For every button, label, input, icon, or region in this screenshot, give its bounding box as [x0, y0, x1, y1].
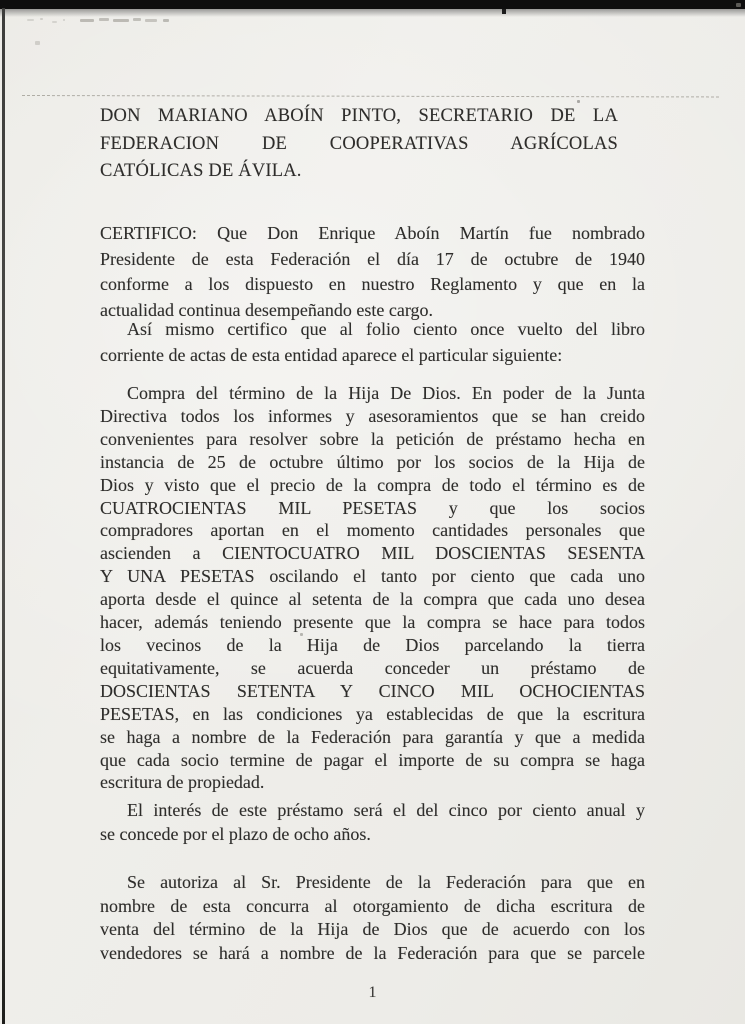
pencil-mark [80, 19, 94, 22]
text-line: conforme a los dispuesto en nuestro Reglamento y que en la [100, 274, 645, 295]
text-line: venta del término de la Hija de Dios que de acuerdo con los [100, 919, 645, 939]
pencil-mark [52, 21, 57, 23]
text-line: DOSCIENTAS SETENTA Y CINCO MIL OCHOCIENTAS [100, 680, 645, 701]
pencil-mark [27, 19, 34, 21]
text-line: que cada socio termine de pagar el importe de su compra se haga [100, 749, 645, 770]
text-line: Directiva todos los informes y asesoramientos que se han creido [100, 405, 645, 426]
pencil-mark [63, 19, 65, 21]
text-line: Presidente de esta Federación el día 17 de octubre de 1940 [100, 248, 645, 269]
scanner-edge-left [2, 8, 5, 1024]
text-line: actualidad continua desempeñando este cargo. [100, 299, 434, 320]
text-line: Dios y visto que el precio de la compra de todo el término es de [100, 474, 645, 495]
text-line: CATÓLICAS DE ÁVILA. [100, 161, 302, 181]
text-line: nombre de esta concurra al otorgamiento de dicha escritura de [100, 895, 645, 916]
text-line: se haga a nombre de la Federación para garantía y que a medida [100, 726, 645, 747]
text-line: El interés de este préstamo será el del cinco por ciento anual y [127, 800, 645, 820]
text-line: Así mismo certifico que al folio ciento once vuelto del libro [127, 319, 645, 339]
text-line: los vecinos de la Hija de Dios parcelando la tierra [100, 634, 645, 655]
certificate-heading [100, 103, 618, 186]
text-line: hacer, además teniendo presente que la compra se hace para todos [100, 612, 645, 633]
text-line: PESETAS, en las condiciones ya establecidas de que la escritura [100, 703, 645, 724]
authorization-paragraph [100, 871, 645, 965]
pencil-mark [40, 18, 43, 20]
text-line: vendedores se hará a nombre de la Federación para que se parcele [100, 942, 645, 963]
page-number: 1 [368, 984, 377, 1001]
folio-paragraph [100, 317, 645, 368]
text-line: escritura de propiedad. [100, 772, 265, 793]
text-line: compradores aportan en el momento cantidades personales que [100, 520, 645, 541]
document-body [100, 0, 645, 1024]
text-line: CUATROCIENTAS MIL PESETAS y que los socios [100, 497, 645, 518]
text-line: CERTIFICO: Que Don Enrique Aboín Martín fue nombrado [100, 223, 645, 243]
text-line: Se autoriza al Sr. Presidente de la Federación para que en [127, 872, 645, 892]
text-line: convenientes para resolver sobre la petición de préstamo hecha en [100, 428, 645, 449]
pencil-mark [35, 41, 40, 45]
text-line: corriente de actas de esta entidad aparece el particular siguiente: [100, 344, 563, 365]
text-line: Y UNA PESETAS oscilando el tanto por ciento que cada uno [100, 566, 645, 587]
text-line: FEDERACION DE COOPERATIVAS AGRÍCOLAS [100, 133, 618, 154]
text-line: ascienden a CIENTOCUATRO MIL DOSCIENTAS SESENTA [100, 543, 645, 564]
text-line: Compra del término de la Hija De Dios. En poder de la Junta [127, 383, 645, 403]
purchase-minutes-paragraph [100, 382, 645, 794]
certify-paragraph [100, 221, 645, 323]
text-line: se concede por el plazo de ocho años. [100, 823, 371, 844]
text-line: aporta desde el quince al setenta de la compra que cada uno desea [100, 589, 645, 610]
text-line: equitativamente, se acuerda conceder un préstamo de [100, 657, 645, 678]
interest-paragraph [100, 799, 645, 846]
toner-speck [736, 3, 741, 7]
text-line: instancia de 25 de octubre último por los socios de la Hija de [100, 451, 645, 472]
text-line: DON MARIANO ABOÍN PINTO, SECRETARIO DE LA [100, 106, 618, 126]
